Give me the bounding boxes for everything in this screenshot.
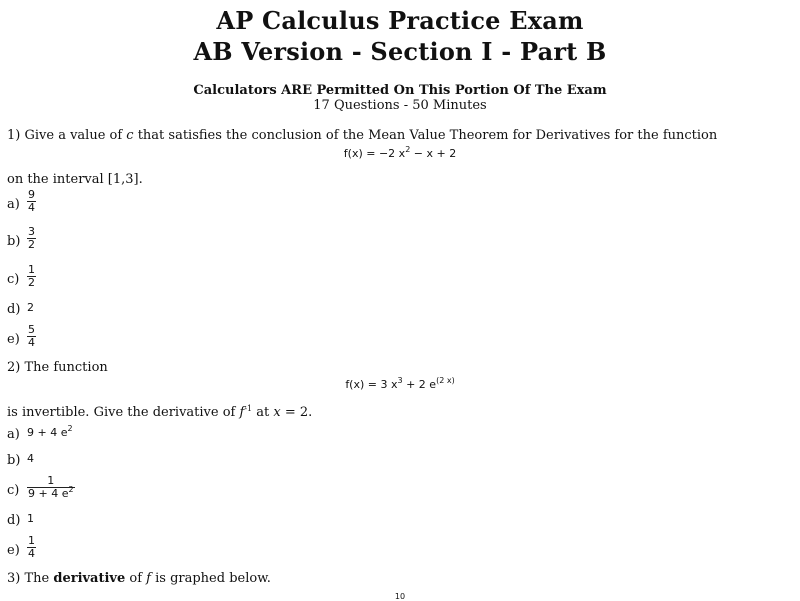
- question-2-prompt: 2) The function: [7, 360, 108, 375]
- choice-value[interactable]: 1 2: [28, 263, 35, 289]
- calculator-note: Calculators ARE Permitted On This Portion Of The Exam: [193, 83, 607, 98]
- choice-label: a): [7, 427, 20, 442]
- exam-info: 17 Questions - 50 Minutes: [313, 98, 487, 113]
- choice-value[interactable]: 9 4: [28, 188, 35, 214]
- choice-label: d): [7, 302, 21, 317]
- choice-label: b): [7, 453, 21, 468]
- choice-label: d): [7, 513, 21, 528]
- question-1-interval: on the interval [1,3].: [7, 172, 143, 187]
- choice-label: e): [7, 543, 20, 558]
- choice-value[interactable]: 9 + 4 $e^2$: [27, 424, 73, 439]
- choice-value[interactable]: 1 9 + 4 $e^2$: [28, 474, 74, 500]
- choice-label: c): [7, 483, 20, 498]
- graph-axis-label: 10: [394, 592, 406, 601]
- question-1-prompt: 1) Give a value of c that satisfies the conclusion of the Mean Value Theorem for Derivatives for the function: [7, 128, 718, 143]
- choice-value[interactable]: 3 2: [28, 225, 35, 251]
- choice-label: c): [7, 272, 20, 287]
- choice-label: e): [7, 332, 20, 347]
- choice-value[interactable]: 4: [27, 452, 34, 465]
- choice-value[interactable]: 1 4: [28, 534, 35, 560]
- exam-title: AP Calculus Practice Exam: [216, 6, 584, 35]
- exam-subtitle: AB Version - Section I - Part B: [193, 37, 607, 66]
- question-2-inverse-text: is invertible. Give the derivative of $f^{-1}$ at x = 2.: [7, 404, 313, 420]
- choice-value[interactable]: 1: [27, 512, 34, 525]
- question-1-function: f(x) = −2 $x^2 - x + 2$: [343, 145, 457, 160]
- question-2-function: f(x) = 3 $x^3 + 2$ $e^{(2 x)}$: [345, 376, 455, 391]
- choice-value[interactable]: 2: [27, 301, 34, 314]
- choice-value[interactable]: 5 4: [28, 323, 35, 349]
- choice-label: b): [7, 234, 21, 249]
- choice-label: a): [7, 197, 20, 212]
- question-3-prompt: 3) The derivative of f is graphed below.: [7, 571, 271, 586]
